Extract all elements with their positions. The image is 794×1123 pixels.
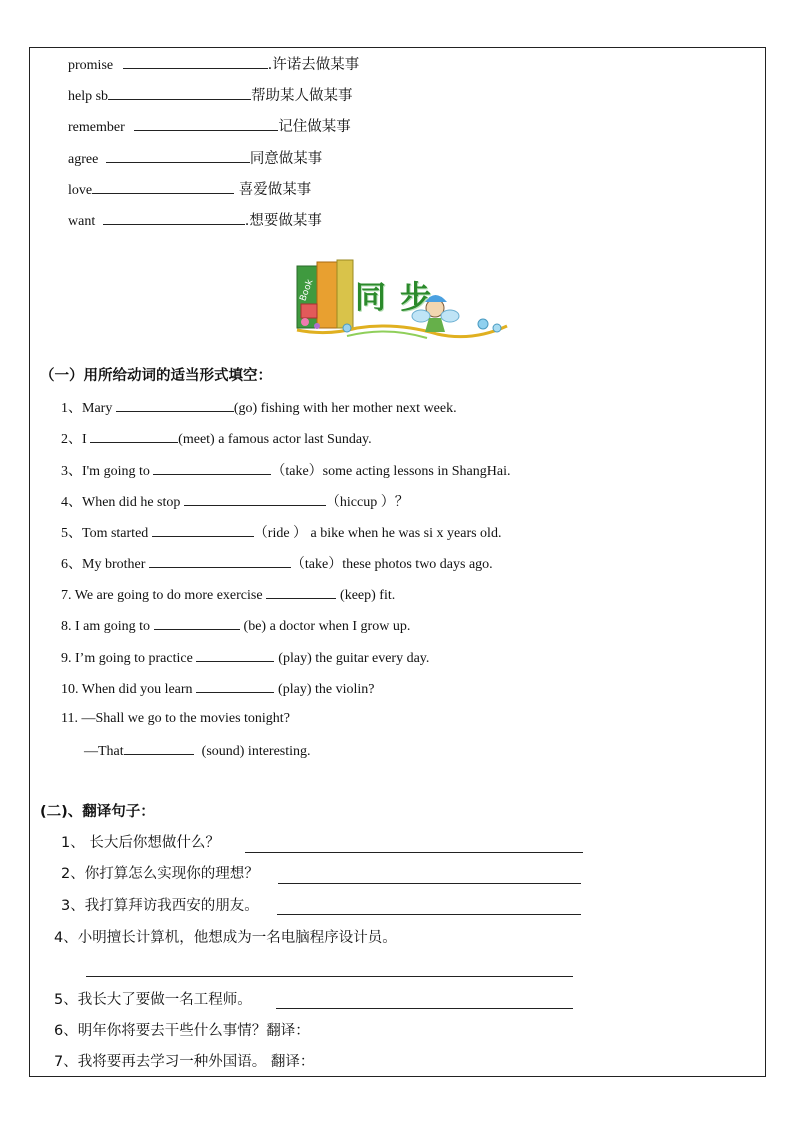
item-text: 7、我将要再去学习一种外国语。 翻译： <box>54 1054 315 1070</box>
flower-icon <box>301 318 309 326</box>
answer-blank[interactable] <box>90 428 178 443</box>
book-label: Book <box>298 278 316 303</box>
exercise-item <box>61 553 493 575</box>
book-door-icon <box>301 304 317 318</box>
phrase-gloss: .许诺去做某事 <box>267 57 360 73</box>
item-text: 8. I am going to <box>61 619 154 634</box>
translation-item <box>61 833 220 853</box>
book-spine-yellow <box>337 260 353 328</box>
answer-blank[interactable] <box>134 116 278 131</box>
phrase-word: help sb <box>68 89 109 104</box>
phrase-line <box>68 210 322 232</box>
item-text: 3、我打算拜访我西安的朋友。 <box>61 898 259 914</box>
phrase-gloss: 同意做某事 <box>249 151 323 167</box>
answer-blank[interactable] <box>108 85 251 100</box>
phrase-word: agree <box>68 152 99 167</box>
exercise-item <box>61 460 511 482</box>
translation-item <box>61 864 259 884</box>
item-text: 11. —Shall we go to the movies tonight? <box>61 711 290 726</box>
phrase-word: remember <box>68 120 125 135</box>
item-text: 5、Tom started <box>61 526 152 541</box>
answer-blank[interactable] <box>92 179 234 194</box>
exercise-item <box>61 491 409 513</box>
translation-item <box>54 990 252 1010</box>
answer-blank[interactable] <box>184 491 326 506</box>
flower-icon <box>493 324 501 332</box>
section2-heading: (二)、翻译句子： <box>40 804 155 820</box>
item-text: 2、I <box>61 432 91 447</box>
exercise-item <box>61 647 429 669</box>
item-text: —That <box>84 744 124 759</box>
phrase-gloss: 喜爱做某事 <box>234 182 312 198</box>
flower-icon <box>478 319 488 329</box>
answer-blank[interactable] <box>116 397 234 412</box>
item-text: 9. I’m going to practice <box>61 651 197 666</box>
item-text: (meet) a famous actor last Sunday. <box>178 432 372 447</box>
translation-item <box>54 1052 314 1072</box>
flower-icon <box>343 324 351 332</box>
answer-blank[interactable] <box>149 553 291 568</box>
phrase-line <box>68 85 353 107</box>
exercise-item <box>61 584 395 606</box>
item-text: (play) the violin? <box>278 682 375 697</box>
item-text: 5、我长大了要做一名工程师。 <box>54 992 252 1008</box>
phrase-line <box>68 116 351 138</box>
ribbon-swirl <box>347 331 427 338</box>
item-text: （hiccup ）？ <box>325 495 409 510</box>
item-text: (play) the guitar every day. <box>278 651 430 666</box>
phrase-line <box>68 148 322 170</box>
answer-line[interactable] <box>276 994 573 1009</box>
answer-blank[interactable] <box>152 522 254 537</box>
translation-item <box>54 928 397 948</box>
answer-blank[interactable] <box>266 584 336 599</box>
exercise-item <box>84 740 311 762</box>
exercise-item <box>61 522 501 544</box>
phrase-gloss: .想要做某事 <box>244 213 322 229</box>
item-text: 10. When did you learn <box>61 682 197 697</box>
translation-item <box>54 1021 310 1041</box>
item-text: 4、小明擅长计算机，他想成为一名电脑程序设计员。 <box>54 930 397 946</box>
item-text: 3、I'm going to <box>61 464 154 479</box>
item-text: 7. We are going to do more exercise <box>61 588 267 603</box>
phrase-line <box>68 179 311 201</box>
answer-blank[interactable] <box>196 678 274 693</box>
answer-line[interactable] <box>277 900 581 915</box>
item-text: (go) fishing with her mother next week. <box>233 401 457 416</box>
item-text: （take）some acting lessons in ShangHai. <box>271 464 511 479</box>
flower-icon <box>314 323 320 329</box>
exercise-item <box>61 678 374 700</box>
answer-blank[interactable] <box>154 615 240 630</box>
phrase-word: want <box>68 214 96 229</box>
phrase-gloss: 帮助某人做某事 <box>251 88 353 104</box>
answer-blank[interactable] <box>196 647 274 662</box>
answer-blank[interactable] <box>153 460 271 475</box>
item-text: 1、Mary <box>61 401 116 416</box>
item-text: 2、你打算怎么实现你的理想？ <box>61 866 259 882</box>
section1-heading: （一）用所给动词的适当形式填空： <box>40 368 272 384</box>
item-text: 1、 长大后你想做什么？ <box>61 835 220 851</box>
item-text: 4、When did he stop <box>61 495 184 510</box>
item-text: (be) a doctor when I grow up. <box>243 619 411 634</box>
answer-line[interactable] <box>278 869 581 884</box>
item-text: （take）these photos two days ago. <box>290 557 493 572</box>
answer-line[interactable] <box>245 838 583 853</box>
item-text: 6、明年你将要去干些什么事情？翻译： <box>54 1023 310 1039</box>
item-text: (keep) fit. <box>340 588 396 603</box>
item-text: (sound) interesting. <box>201 744 311 759</box>
exercise-item <box>61 709 290 729</box>
answer-blank[interactable] <box>123 54 268 69</box>
answer-blank[interactable] <box>124 740 194 755</box>
translation-item <box>61 896 259 916</box>
exercise-item <box>61 397 457 419</box>
answer-blank[interactable] <box>103 210 245 225</box>
phrase-line <box>68 54 359 76</box>
item-text: （ride ） a bike when he was si x years old. <box>253 526 502 541</box>
phrase-word: love <box>68 183 93 198</box>
phrase-gloss: 记住做某事 <box>278 119 351 135</box>
exercise-item <box>61 615 410 637</box>
answer-blank[interactable] <box>106 148 250 163</box>
phrase-word: promise <box>68 58 114 73</box>
logo-title: 同步 <box>355 280 445 316</box>
item-text: 6、My brother <box>61 557 149 572</box>
answer-line[interactable] <box>86 962 573 977</box>
exercise-item <box>61 428 372 450</box>
